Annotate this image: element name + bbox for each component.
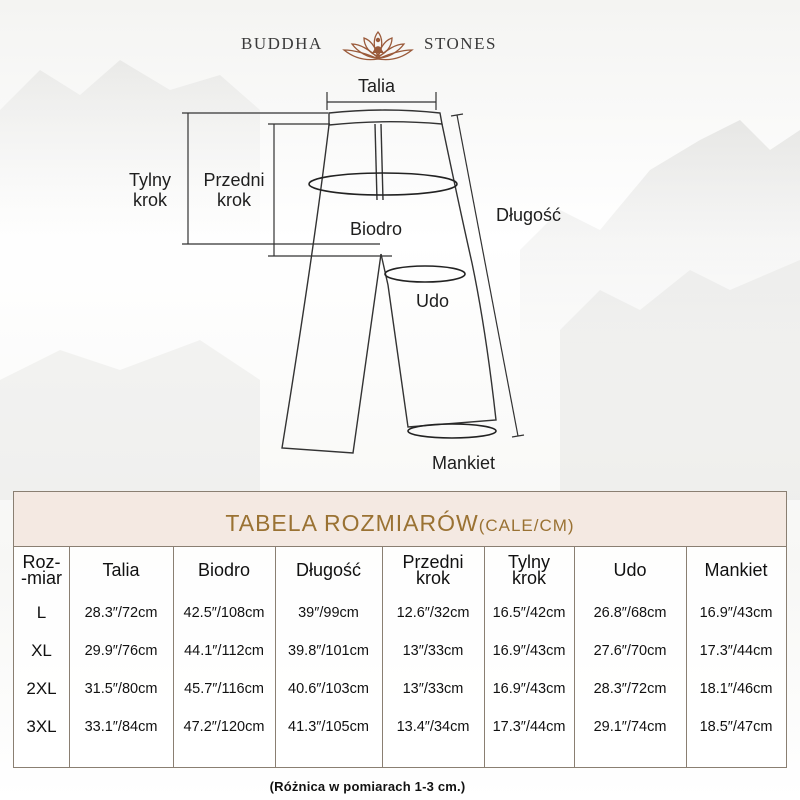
table-column-back-rise (484, 546, 574, 768)
label-thigh: Udo (416, 291, 450, 311)
unit-label: cm (546, 643, 566, 659)
unit-label: cm (753, 643, 773, 659)
table-header-size: Roz- -miar (21, 552, 62, 588)
unit-label: cm (138, 719, 158, 735)
measurement-cell (484, 632, 574, 670)
measurement-value: 16.9″/43 (699, 605, 754, 621)
measurement-value: 29.9″/76 (84, 643, 139, 659)
measurement-value: 28.3″/72 (84, 605, 139, 621)
table-column-size (14, 546, 69, 768)
measurement-cell (574, 670, 686, 708)
unit-label: cm (349, 681, 369, 697)
size-table-title-row (14, 492, 786, 547)
unit-label: cm (138, 605, 158, 621)
table-column-cuff (686, 546, 786, 768)
unit-label: cm (245, 605, 265, 621)
unit-label: cm (753, 719, 773, 735)
length-dimension-line (457, 115, 518, 436)
size-table (13, 491, 787, 768)
unit-label: cm (546, 681, 566, 697)
size-label-cell: XL (31, 641, 52, 660)
measurement-cell (382, 632, 484, 670)
measurement-cell (574, 708, 686, 746)
measurement-cell (686, 670, 786, 708)
measurement-value: 29.1″/74 (593, 719, 648, 735)
unit-label: cm (244, 681, 264, 697)
table-column-waist (69, 546, 173, 768)
size-table-title-unit: (CALE/CM) (478, 516, 575, 535)
measurement-cell (275, 632, 382, 670)
measurement-value: 39″/99 (298, 605, 340, 621)
table-column-thigh (574, 546, 686, 768)
measurement-cell (686, 708, 786, 746)
measurement-cell (69, 594, 173, 632)
measurement-value: 33.1″/84 (84, 719, 139, 735)
measurement-value: 13″/33 (402, 643, 445, 659)
unit-label: cm (546, 605, 566, 621)
unit-label: cm (339, 605, 359, 621)
unit-label: cm (444, 681, 464, 697)
measurement-value: 27.6″/70 (593, 643, 648, 659)
measurement-value: 12.6″/32 (396, 605, 451, 621)
measurement-cell (382, 594, 484, 632)
measurement-cell (484, 670, 574, 708)
pants-right-leg (381, 124, 496, 427)
measurement-value: 13.4″/34 (396, 719, 451, 735)
unit-label: cm (450, 719, 470, 735)
unit-label: cm (444, 643, 464, 659)
unit-label: cm (546, 719, 566, 735)
measurement-value: 44.1″/112 (184, 643, 245, 659)
measurement-cell (173, 708, 275, 746)
measurement-cell (275, 594, 382, 632)
measurement-value: 13″/33 (402, 681, 445, 697)
brand-right-word: STONES (424, 34, 497, 53)
measurement-value: 47.2″/120 (183, 719, 246, 735)
unit-label: cm (138, 681, 158, 697)
unit-label: cm (349, 719, 369, 735)
measurement-cell (574, 632, 686, 670)
unit-label: cm (753, 681, 773, 697)
measurement-cell (686, 632, 786, 670)
cuff-measurement-ellipse (408, 424, 496, 438)
measurement-value: 26.8″/68 (593, 605, 648, 621)
measurement-cell (275, 670, 382, 708)
measurement-value: 17.3″/44 (492, 719, 547, 735)
table-header-front-rise: Przedni krok (402, 552, 464, 588)
table-column-front-rise (382, 546, 484, 768)
label-cuff: Mankiet (432, 453, 496, 473)
size-label-cell: L (36, 603, 47, 622)
measurement-cell (69, 632, 173, 670)
table-header-length: Długość (295, 560, 362, 580)
measurement-value: 18.5″/47 (699, 719, 754, 735)
measurement-value: 42.5″/108 (183, 605, 246, 621)
measurement-value: 45.7″/116 (184, 681, 245, 697)
measurement-value: 17.3″/44 (699, 643, 754, 659)
measurement-cell (382, 670, 484, 708)
label-length: Długość (496, 205, 562, 225)
table-column-hip (173, 546, 275, 768)
unit-label: cm (349, 643, 369, 659)
measurement-cell (69, 708, 173, 746)
label-hip: Biodro (350, 219, 403, 239)
size-table-title-main: TABELA ROZMIARÓW (225, 510, 479, 536)
measurement-value: 16.5″/42 (492, 605, 547, 621)
measurement-cell (484, 594, 574, 632)
measurement-cell (382, 708, 484, 746)
table-header-back-rise: Tylny krok (507, 552, 550, 588)
size-label-cell: 2XL (26, 679, 57, 698)
unit-label: cm (647, 643, 667, 659)
unit-label: cm (647, 719, 667, 735)
table-header-thigh: Udo (613, 560, 647, 580)
label-waist: Talia (358, 76, 396, 96)
measurement-value: 16.9″/43 (492, 643, 547, 659)
measurement-cell (173, 670, 275, 708)
unit-label: cm (647, 681, 667, 697)
label-front-rise: Przedni krok (203, 170, 265, 210)
measurement-cell (574, 594, 686, 632)
size-label-cell: 3XL (26, 717, 57, 736)
measurement-value: 16.9″/43 (492, 681, 547, 697)
size-table-title (14, 510, 786, 537)
measurement-cell (69, 670, 173, 708)
unit-label: cm (138, 643, 158, 659)
measurement-cell (173, 632, 275, 670)
unit-label: cm (245, 719, 265, 735)
table-column-length (275, 546, 382, 768)
measurement-value: 39.8″/101 (288, 643, 350, 659)
unit-label: cm (647, 605, 667, 621)
thigh-measurement-ellipse (385, 266, 465, 282)
unit-label: cm (450, 605, 470, 621)
measurement-value: 31.5″/80 (84, 681, 139, 697)
unit-label: cm (753, 605, 773, 621)
measurement-cell (686, 594, 786, 632)
table-header-hip: Biodro (197, 560, 251, 580)
measurement-value: 18.1″/46 (699, 681, 754, 697)
pants-left-leg (282, 125, 381, 453)
measurement-value: 28.3″/72 (593, 681, 648, 697)
brand-left-word: BUDDHA (241, 34, 323, 53)
measurement-value: 41.3″/105 (288, 719, 350, 735)
measurement-cell (173, 594, 275, 632)
label-back-rise: Tylny krok (128, 170, 171, 210)
measurement-footnote: (Różnica w pomiarach 1-3 cm.) (269, 779, 466, 794)
table-header-cuff: Mankiet (704, 560, 768, 580)
table-header-waist: Talia (102, 560, 140, 580)
pants-waistband (329, 110, 442, 125)
measurement-cell (484, 708, 574, 746)
unit-label: cm (244, 643, 264, 659)
measurement-value: 40.6″/103 (288, 681, 350, 697)
measurement-cell (275, 708, 382, 746)
